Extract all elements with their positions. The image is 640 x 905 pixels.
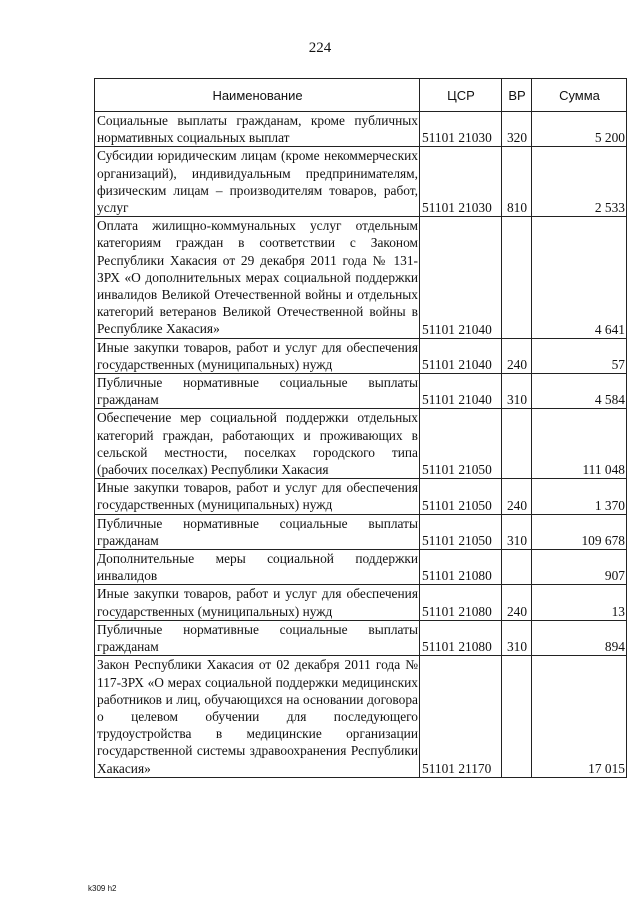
row-name: Иные закупки товаров, работ и услуг для обеспечения государственных (муниципальных) нужд (95, 585, 420, 620)
row-csr: 51101 21050 (420, 514, 502, 549)
row-name: Дополнительные меры социальной поддержки инвалидов (95, 550, 420, 585)
row-vr: 320 (502, 112, 532, 147)
row-name: Публичные нормативные социальные выплаты гражданам (95, 514, 420, 549)
table-header-row (95, 79, 627, 112)
table-row (95, 374, 627, 409)
row-sum: 894 (532, 620, 627, 655)
row-csr: 51101 21030 (420, 147, 502, 217)
table-row (95, 112, 627, 147)
budget-table (94, 78, 627, 778)
table-row (95, 550, 627, 585)
row-vr (502, 550, 532, 585)
row-vr (502, 656, 532, 777)
row-name: Иные закупки товаров, работ и услуг для обеспечения государственных (муниципальных) нужд (95, 479, 420, 514)
row-csr: 51101 21080 (420, 620, 502, 655)
table-row (95, 620, 627, 655)
row-csr: 51101 21040 (420, 217, 502, 338)
row-sum: 4 584 (532, 374, 627, 409)
row-sum: 109 678 (532, 514, 627, 549)
table-row (95, 514, 627, 549)
row-name: Иные закупки товаров, работ и услуг для обеспечения государственных (муниципальных) нужд (95, 338, 420, 373)
row-vr: 310 (502, 620, 532, 655)
row-vr: 310 (502, 514, 532, 549)
row-vr (502, 409, 532, 479)
page-number: 224 (308, 40, 332, 56)
row-csr: 51101 21050 (420, 479, 502, 514)
row-csr: 51101 21050 (420, 409, 502, 479)
row-name: Публичные нормативные социальные выплаты гражданам (95, 620, 420, 655)
header-csr: ЦСР (420, 79, 502, 112)
row-sum: 907 (532, 550, 627, 585)
row-name: Обеспечение мер социальной поддержки отдельных категорий граждан, работающих и проживающих в сельской местности, поселках городского типа (рабочих поселках) Республики Хакасия (95, 409, 420, 479)
row-name: Социальные выплаты гражданам, кроме публичных нормативных социальных выплат (95, 112, 420, 147)
row-vr: 810 (502, 147, 532, 217)
footer-code: k309 h2 (88, 884, 117, 893)
row-sum: 5 200 (532, 112, 627, 147)
row-sum: 1 370 (532, 479, 627, 514)
row-vr: 310 (502, 374, 532, 409)
header-vr: ВР (502, 79, 532, 112)
row-name: Публичные нормативные социальные выплаты гражданам (95, 374, 420, 409)
table-row (95, 147, 627, 217)
row-name: Субсидии юридическим лицам (кроме некоммерческих организаций), индивидуальным предпринимателям, физическим лицам – производителям товаров, работ, услуг (95, 147, 420, 217)
row-vr (502, 217, 532, 338)
row-sum: 4 641 (532, 217, 627, 338)
header-name: Наименование (95, 79, 420, 112)
row-csr: 51101 21080 (420, 550, 502, 585)
row-sum: 2 533 (532, 147, 627, 217)
table-row (95, 338, 627, 373)
row-csr: 51101 21030 (420, 112, 502, 147)
row-vr: 240 (502, 479, 532, 514)
row-csr: 51101 21170 (420, 656, 502, 777)
row-vr: 240 (502, 338, 532, 373)
row-sum: 13 (532, 585, 627, 620)
row-sum: 57 (532, 338, 627, 373)
row-sum: 17 015 (532, 656, 627, 777)
row-name: Оплата жилищно-коммунальных услуг отдельным категориям граждан в соответствии с Законом Республики Хакасия от 29 декабря 2011 года № 131-ЗРХ «О дополнительных мерах социальной поддержки инвалидов Великой Отечественной войны и отдельных категорий ветеранов Великой Отечественной войны в Республике Хакасия» (95, 217, 420, 338)
row-sum: 111 048 (532, 409, 627, 479)
table-row (95, 409, 627, 479)
row-vr: 240 (502, 585, 532, 620)
header-sum: Сумма (532, 79, 627, 112)
table-row (95, 217, 627, 338)
table-row (95, 479, 627, 514)
table-row (95, 656, 627, 777)
row-csr: 51101 21040 (420, 338, 502, 373)
row-csr: 51101 21080 (420, 585, 502, 620)
row-name: Закон Республики Хакасия от 02 декабря 2011 года № 117-ЗРХ «О мерах социальной поддержки медицинских работников и лиц, обучающихся на основании договора о целевом обучении для последующего трудоустройства в медицинские организации государственной системы здравоохранения Республики Хакасия» (95, 656, 420, 777)
table-row (95, 585, 627, 620)
row-csr: 51101 21040 (420, 374, 502, 409)
